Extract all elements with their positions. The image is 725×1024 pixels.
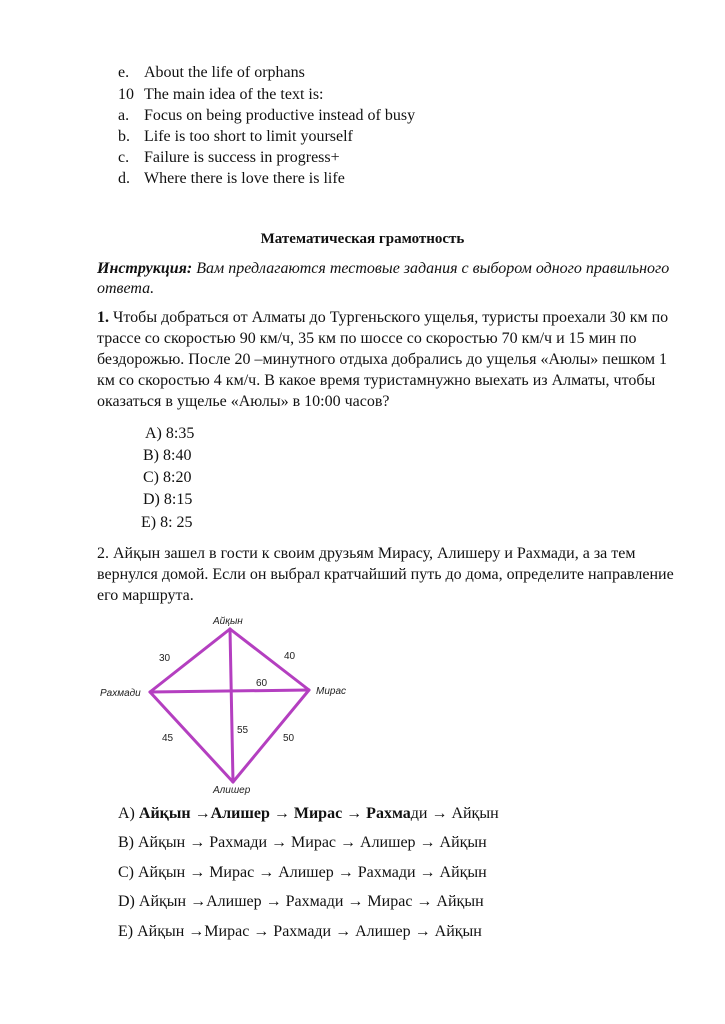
instruction-text: Вам предлагаются тестовые задания с выбором одного правильного ответа. [97, 260, 670, 297]
answer-option-d[interactable]: D) 8:15 [143, 491, 193, 508]
instruction-label: Инструкция: [97, 260, 193, 277]
route-option-d[interactable]: D) Айқын →Алишер → Рахмади → Мирас → Айқын [118, 893, 484, 910]
list-item: b. Life is too short to limit yourself [118, 128, 353, 145]
list-item: c. Failure is success in progress+ [118, 149, 340, 166]
question-2-text: 2. Айқын зашел в гости к своим друзьям Мирасу, Алишеру и Рахмади, а за тем вернулся домой. Если он выбрал кратчайший путь до дома, определите направление его маршрута. [97, 545, 674, 604]
instruction [97, 259, 677, 299]
list-item: a. Focus on being productive instead of busy [118, 107, 416, 124]
question-1-number: 1. [97, 309, 109, 326]
answer-option-b[interactable]: B) 8:40 [143, 447, 192, 464]
question-1 [97, 307, 677, 412]
edge-label-right-bottom: 50 [283, 733, 295, 744]
node-label-top: Айқын [213, 616, 243, 627]
edge-label-top-left: 30 [159, 653, 171, 664]
route-option-e[interactable]: E) Айқын →Мирас → Рахмади → Алишер → Айқын [118, 923, 482, 940]
edge-label-vertical: 55 [237, 725, 249, 736]
route-option-c[interactable]: C) Айқын → Мирас → Алишер → Рахмади → Айқын [118, 864, 487, 881]
route-option-a[interactable]: A) Айқын →Алишер → Мирас → Рахмади → Айқын [118, 805, 499, 822]
list-item: d. Where there is love there is life [118, 170, 345, 187]
edge-aikyn-miras [230, 629, 309, 690]
edge-label-left-bottom: 45 [162, 733, 174, 744]
edge-aikyn-alisher [230, 629, 233, 782]
list-item: e. About the life of orphans [118, 64, 305, 81]
list-item: 10 The main idea of the text is: [118, 86, 324, 103]
route-diagram [95, 612, 365, 797]
route-option-b[interactable]: B) Айқын → Рахмади → Мирас → Алишер → Айқын [118, 834, 487, 851]
edge-label-top-right: 40 [284, 651, 296, 662]
section-title: Математическая грамотность [260, 231, 465, 247]
answer-option-a[interactable]: A) 8:35 [145, 425, 195, 442]
edge-miras-alisher [233, 690, 309, 782]
edge-rakhmadi-miras [150, 690, 309, 692]
node-label-bottom: Алишер [213, 785, 251, 796]
answer-option-e[interactable]: E) 8: 25 [141, 514, 193, 531]
answer-option-c[interactable]: C) 8:20 [143, 469, 192, 486]
node-label-left: Рахмади [100, 688, 141, 699]
question-1-text: Чтобы добраться от Алматы до Тургеньского ущелья, туристы проехали 30 км по трассе со скоростью 90 км/ч, 35 км по шоссе со скоростью 70 км/ч и 15 мин по бездорожью. После 20 –минутного отдыха добрались до ущелья «Аюлы» пешком 1 км со скоростью 4 км/ч. В какое время туристамнужно выехать из Алматы, чтобы оказаться в ущелье «Аюлы» в 10:00 часов? [97, 309, 669, 410]
edge-label-center: 60 [256, 678, 268, 689]
node-label-right: Мирас [316, 686, 347, 697]
